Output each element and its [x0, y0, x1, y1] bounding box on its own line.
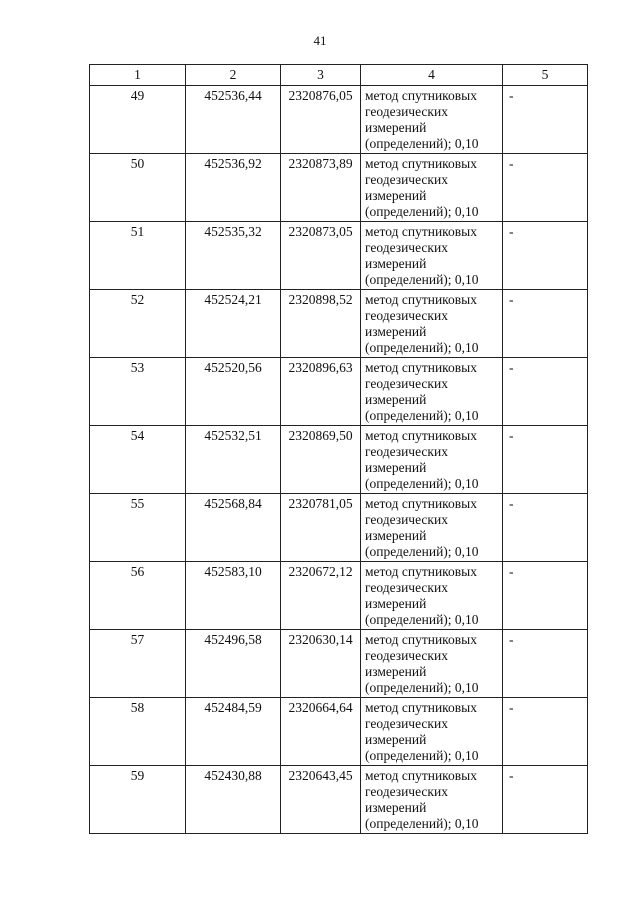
method-text-line: метод спутниковых — [365, 768, 477, 783]
point-number-cell: 59 — [90, 766, 186, 834]
method-cell — [361, 766, 503, 834]
table-body — [90, 86, 588, 834]
y-coordinate-cell: 2320898,52 — [281, 290, 361, 358]
table-header — [90, 65, 588, 86]
note-cell: - — [503, 290, 588, 358]
header-cell-method: 4 — [361, 65, 503, 86]
method-cell — [361, 86, 503, 154]
method-text-line: геодезических — [365, 648, 448, 663]
table-row — [90, 222, 588, 290]
method-text-line: измерений — [365, 596, 427, 611]
x-coordinate-cell: 452583,10 — [186, 562, 281, 630]
note-cell: - — [503, 222, 588, 290]
method-text-line: (определений); 0,10 — [365, 816, 479, 831]
coordinates-table — [89, 64, 588, 834]
x-coordinate-cell: 452536,44 — [186, 86, 281, 154]
method-cell — [361, 290, 503, 358]
header-cell-y: 3 — [281, 65, 361, 86]
y-coordinate-cell: 2320876,05 — [281, 86, 361, 154]
method-text-line: измерений — [365, 732, 427, 747]
table-row — [90, 426, 588, 494]
method-text-line: (определений); 0,10 — [365, 136, 479, 151]
method-text-line: геодезических — [365, 444, 448, 459]
method-cell — [361, 698, 503, 766]
point-number-cell: 56 — [90, 562, 186, 630]
method-text-line: метод спутниковых — [365, 88, 477, 103]
method-text-line: метод спутниковых — [365, 700, 477, 715]
table-row — [90, 290, 588, 358]
y-coordinate-cell: 2320873,05 — [281, 222, 361, 290]
table-row — [90, 562, 588, 630]
method-text-line: геодезических — [365, 104, 448, 119]
method-text-line: измерений — [365, 800, 427, 815]
method-text-line: геодезических — [365, 716, 448, 731]
point-number-cell: 55 — [90, 494, 186, 562]
x-coordinate-cell: 452484,59 — [186, 698, 281, 766]
method-text-line: метод спутниковых — [365, 224, 477, 239]
method-text-line: геодезических — [365, 172, 448, 187]
header-cell-note: 5 — [503, 65, 588, 86]
note-cell: - — [503, 86, 588, 154]
method-text-line: метод спутниковых — [365, 564, 477, 579]
method-text-line: измерений — [365, 120, 427, 135]
method-text-line: измерений — [365, 256, 427, 271]
x-coordinate-cell: 452520,56 — [186, 358, 281, 426]
method-text-line: (определений); 0,10 — [365, 476, 479, 491]
point-number-cell: 52 — [90, 290, 186, 358]
method-text-line: метод спутниковых — [365, 360, 477, 375]
method-text-line: измерений — [365, 188, 427, 203]
note-cell: - — [503, 630, 588, 698]
method-text-line: (определений); 0,10 — [365, 408, 479, 423]
header-row — [90, 65, 588, 86]
x-coordinate-cell: 452532,51 — [186, 426, 281, 494]
point-number-cell: 57 — [90, 630, 186, 698]
method-text-line: геодезических — [365, 376, 448, 391]
y-coordinate-cell: 2320630,14 — [281, 630, 361, 698]
method-text-line: (определений); 0,10 — [365, 748, 479, 763]
note-cell: - — [503, 698, 588, 766]
method-text-line: измерений — [365, 324, 427, 339]
method-cell — [361, 426, 503, 494]
method-text-line: измерений — [365, 664, 427, 679]
method-text-line: метод спутниковых — [365, 292, 477, 307]
note-cell: - — [503, 562, 588, 630]
point-number-cell: 49 — [90, 86, 186, 154]
method-cell — [361, 154, 503, 222]
method-text-line: измерений — [365, 528, 427, 543]
table-row — [90, 86, 588, 154]
x-coordinate-cell: 452524,21 — [186, 290, 281, 358]
method-text-line: (определений); 0,10 — [365, 204, 479, 219]
header-cell-point-number: 1 — [90, 65, 186, 86]
table-row — [90, 630, 588, 698]
x-coordinate-cell: 452496,58 — [186, 630, 281, 698]
point-number-cell: 53 — [90, 358, 186, 426]
point-number-cell: 50 — [90, 154, 186, 222]
method-text-line: (определений); 0,10 — [365, 544, 479, 559]
method-cell — [361, 222, 503, 290]
note-cell: - — [503, 154, 588, 222]
y-coordinate-cell: 2320896,63 — [281, 358, 361, 426]
method-text-line: измерений — [365, 460, 427, 475]
header-cell-x: 2 — [186, 65, 281, 86]
x-coordinate-cell: 452536,92 — [186, 154, 281, 222]
method-text-line: геодезических — [365, 240, 448, 255]
table-row — [90, 766, 588, 834]
point-number-cell: 51 — [90, 222, 186, 290]
y-coordinate-cell: 2320664,64 — [281, 698, 361, 766]
method-text-line: (определений); 0,10 — [365, 612, 479, 627]
method-text-line: (определений); 0,10 — [365, 340, 479, 355]
x-coordinate-cell: 452430,88 — [186, 766, 281, 834]
table-row — [90, 494, 588, 562]
note-cell: - — [503, 494, 588, 562]
x-coordinate-cell: 452535,32 — [186, 222, 281, 290]
method-text-line: геодезических — [365, 308, 448, 323]
method-text-line: метод спутниковых — [365, 156, 477, 171]
method-cell — [361, 494, 503, 562]
method-cell — [361, 358, 503, 426]
method-text-line: (определений); 0,10 — [365, 272, 479, 287]
table-row — [90, 698, 588, 766]
page-number: 41 — [313, 33, 327, 48]
method-cell — [361, 562, 503, 630]
method-text-line: метод спутниковых — [365, 428, 477, 443]
method-cell — [361, 630, 503, 698]
y-coordinate-cell: 2320672,12 — [281, 562, 361, 630]
method-text-line: метод спутниковых — [365, 632, 477, 647]
y-coordinate-cell: 2320781,05 — [281, 494, 361, 562]
note-cell: - — [503, 766, 588, 834]
note-cell: - — [503, 426, 588, 494]
note-cell: - — [503, 358, 588, 426]
method-text-line: геодезических — [365, 580, 448, 595]
x-coordinate-cell: 452568,84 — [186, 494, 281, 562]
y-coordinate-cell: 2320869,50 — [281, 426, 361, 494]
y-coordinate-cell: 2320643,45 — [281, 766, 361, 834]
point-number-cell: 58 — [90, 698, 186, 766]
method-text-line: геодезических — [365, 784, 448, 799]
method-text-line: измерений — [365, 392, 427, 407]
point-number-cell: 54 — [90, 426, 186, 494]
table-row — [90, 154, 588, 222]
method-text-line: (определений); 0,10 — [365, 680, 479, 695]
method-text-line: геодезических — [365, 512, 448, 527]
table-row — [90, 358, 588, 426]
method-text-line: метод спутниковых — [365, 496, 477, 511]
y-coordinate-cell: 2320873,89 — [281, 154, 361, 222]
